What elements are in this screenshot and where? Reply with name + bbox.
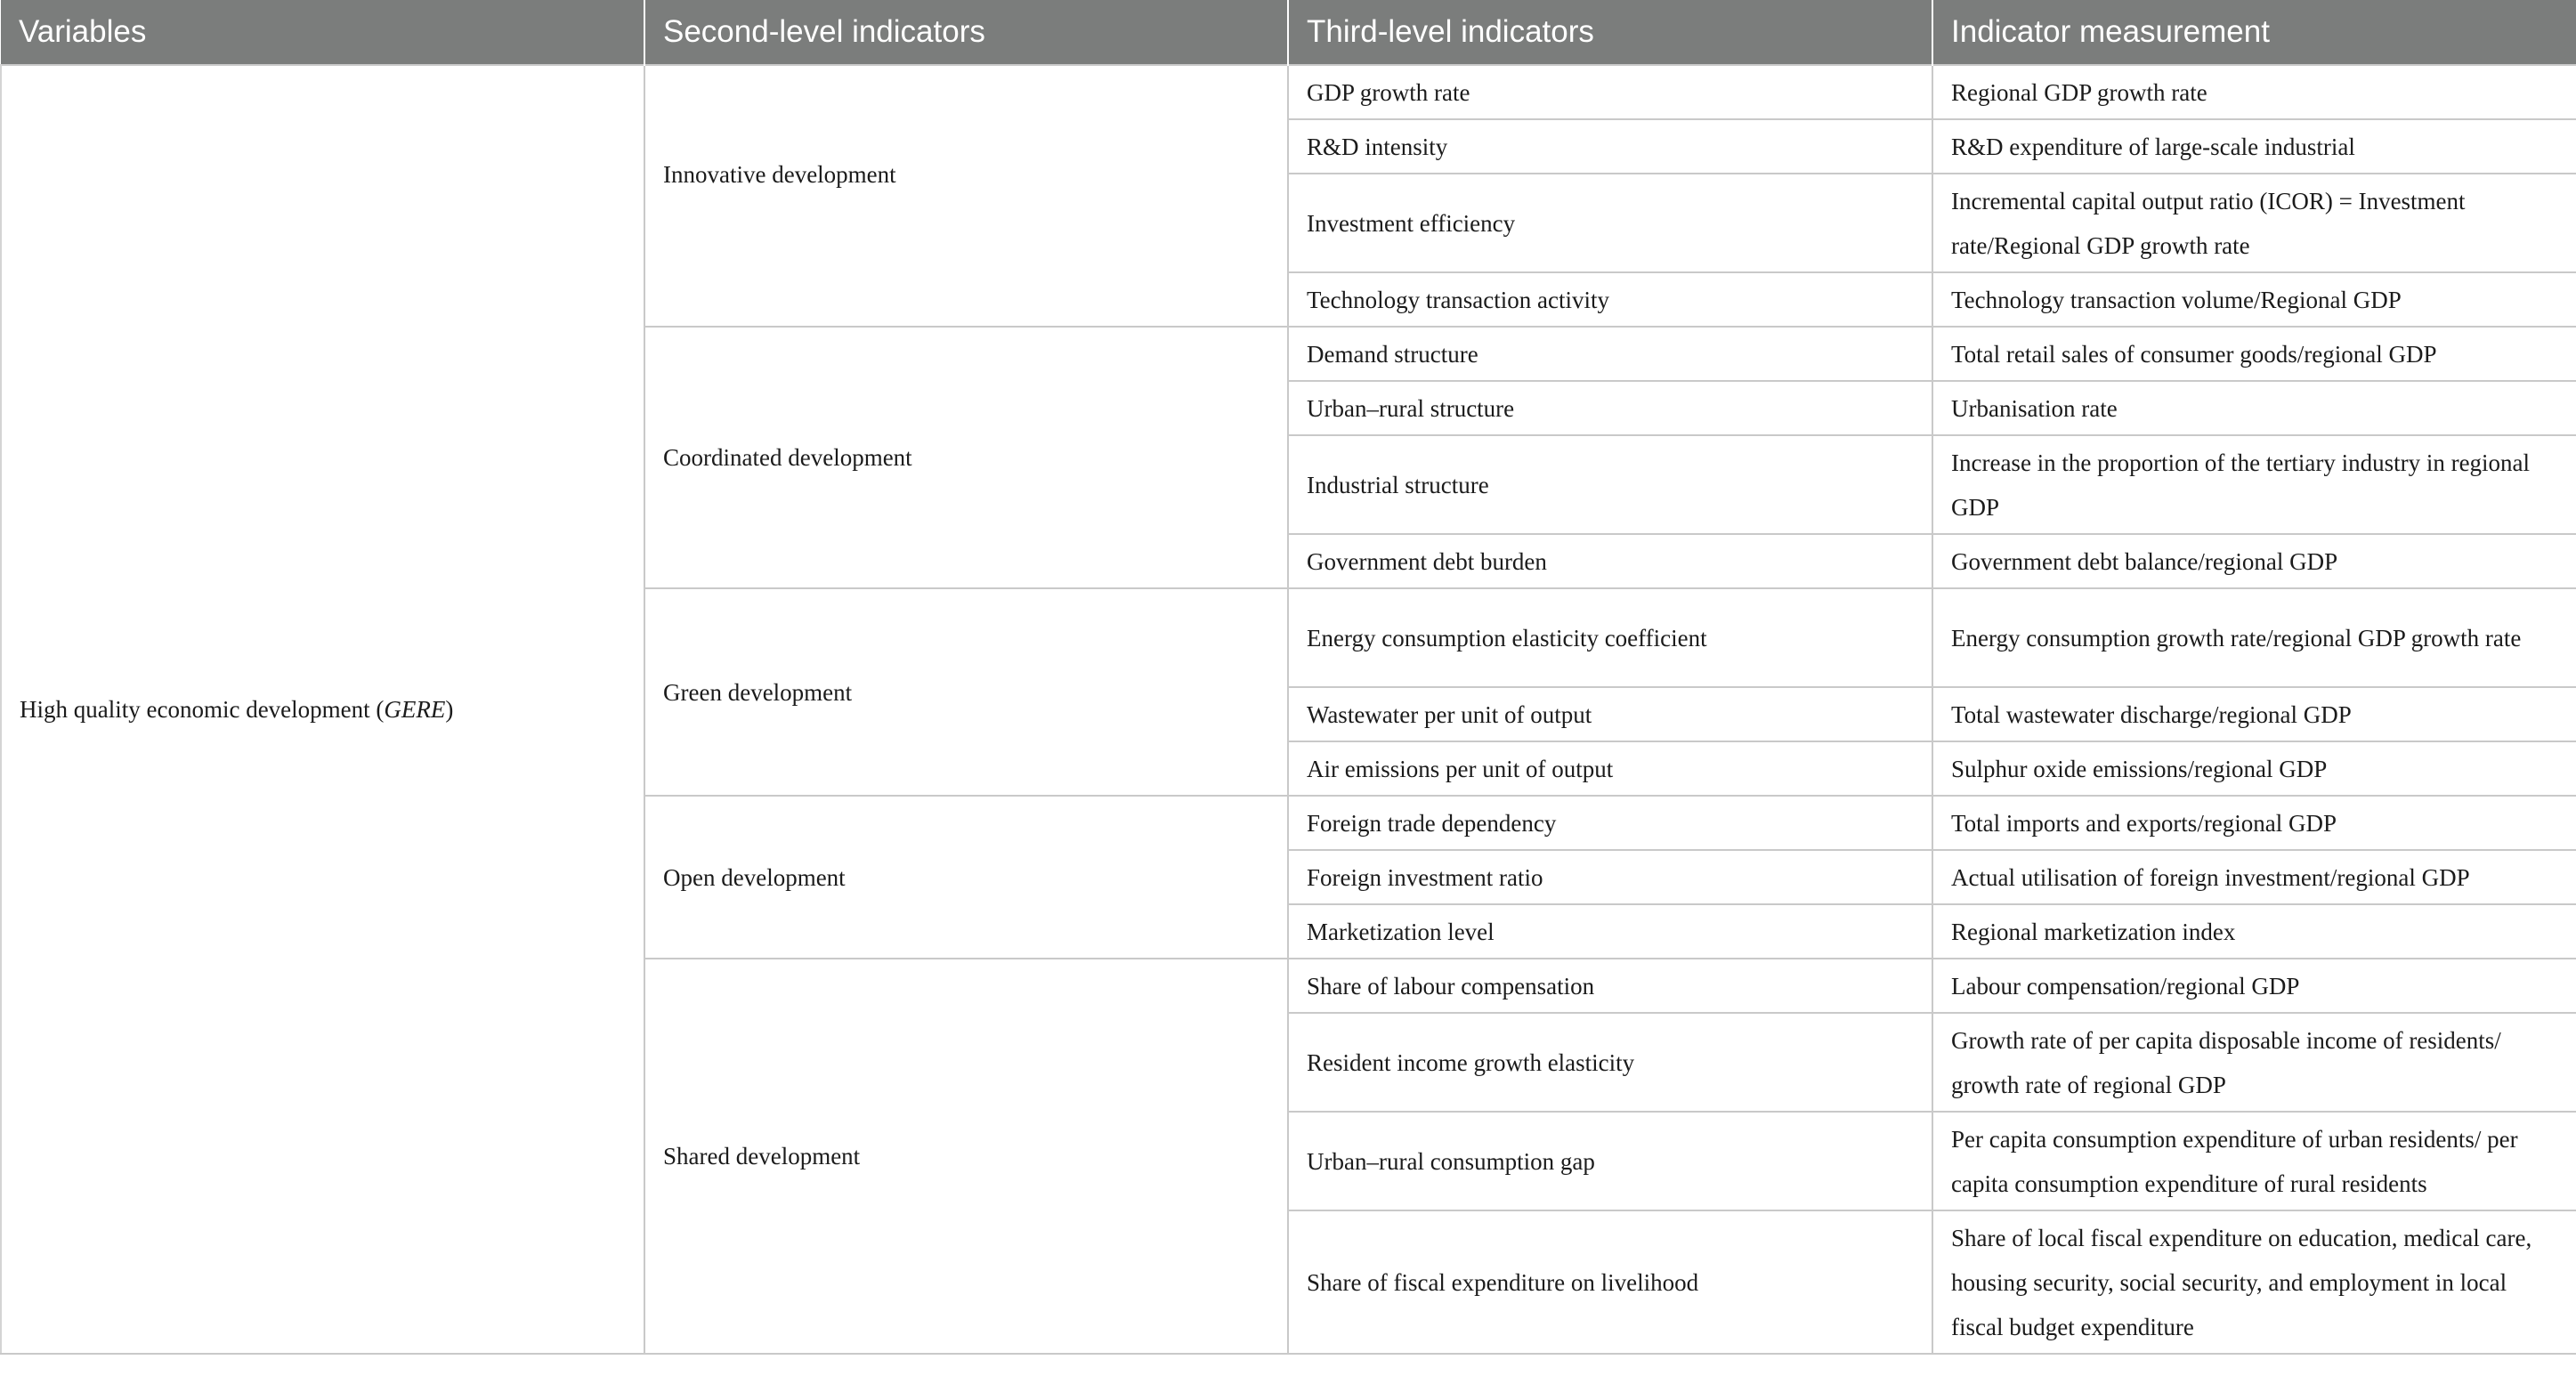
measurement: Increase in the proportion of the tertiary industry in regional GDP	[1932, 435, 2576, 534]
measurement: Actual utilisation of foreign investment/regional GDP	[1932, 850, 2576, 904]
header-third-level: Third-level indicators	[1288, 0, 1932, 65]
measurement: Total imports and exports/regional GDP	[1932, 796, 2576, 850]
measurement: Sulphur oxide emissions/regional GDP	[1932, 741, 2576, 796]
variable-label: High quality economic development (	[20, 696, 385, 723]
third-indicator: Marketization level	[1288, 904, 1932, 959]
third-indicator: Resident income growth elasticity	[1288, 1013, 1932, 1112]
variable-cell	[1, 65, 644, 1354]
group-open: Open development	[644, 796, 1288, 959]
group-innovative: Innovative development	[644, 65, 1288, 327]
measurement: Incremental capital output ratio (ICOR) = Investment rate/Regional GDP growth rate	[1932, 174, 2576, 272]
measurement: Regional marketization index	[1932, 904, 2576, 959]
third-indicator: Investment efficiency	[1288, 174, 1932, 272]
header-variables: Variables	[1, 0, 644, 65]
measurement: Per capita consumption expenditure of urban residents/ per capita consumption expenditure of rural residents	[1932, 1112, 2576, 1210]
measurement: Technology transaction volume/Regional GDP	[1932, 272, 2576, 327]
third-indicator: Energy consumption elasticity coefficient	[1288, 588, 1932, 687]
third-indicator: Foreign investment ratio	[1288, 850, 1932, 904]
header-measurement: Indicator measurement	[1932, 0, 2576, 65]
third-indicator: Share of fiscal expenditure on livelihood	[1288, 1210, 1932, 1354]
group-coordinated: Coordinated development	[644, 327, 1288, 588]
variable-close: )	[445, 696, 454, 723]
table-body	[1, 65, 2576, 1354]
third-indicator: Technology transaction activity	[1288, 272, 1932, 327]
measurement: Total retail sales of consumer goods/regional GDP	[1932, 327, 2576, 381]
third-indicator: Share of labour compensation	[1288, 959, 1932, 1013]
measurement: Labour compensation/regional GDP	[1932, 959, 2576, 1013]
third-indicator: Urban–rural consumption gap	[1288, 1112, 1932, 1210]
table-header	[1, 0, 2576, 65]
third-indicator: Air emissions per unit of output	[1288, 741, 1932, 796]
measurement: R&D expenditure of large-scale industrial	[1932, 119, 2576, 174]
header-second-level: Second-level indicators	[644, 0, 1288, 65]
measurement: Share of local fiscal expenditure on education, medical care, housing security, social security, and employment in local fiscal budget expenditure	[1932, 1210, 2576, 1354]
third-indicator: Wastewater per unit of output	[1288, 687, 1932, 741]
variable-abbr: GERE	[384, 696, 446, 723]
measurement: Growth rate of per capita disposable income of residents/ growth rate of regional GDP	[1932, 1013, 2576, 1112]
table-row	[1, 65, 2576, 119]
third-indicator: R&D intensity	[1288, 119, 1932, 174]
measurement: Energy consumption growth rate/regional GDP growth rate	[1932, 588, 2576, 687]
header-row	[1, 0, 2576, 65]
third-indicator: Demand structure	[1288, 327, 1932, 381]
third-indicator: Urban–rural structure	[1288, 381, 1932, 435]
measurement: Total wastewater discharge/regional GDP	[1932, 687, 2576, 741]
group-green: Green development	[644, 588, 1288, 796]
third-indicator: Industrial structure	[1288, 435, 1932, 534]
measurement: Urbanisation rate	[1932, 381, 2576, 435]
third-indicator: Government debt burden	[1288, 534, 1932, 588]
third-indicator: GDP growth rate	[1288, 65, 1932, 119]
group-shared: Shared development	[644, 959, 1288, 1354]
third-indicator: Foreign trade dependency	[1288, 796, 1932, 850]
measurement: Government debt balance/regional GDP	[1932, 534, 2576, 588]
measurement: Regional GDP growth rate	[1932, 65, 2576, 119]
